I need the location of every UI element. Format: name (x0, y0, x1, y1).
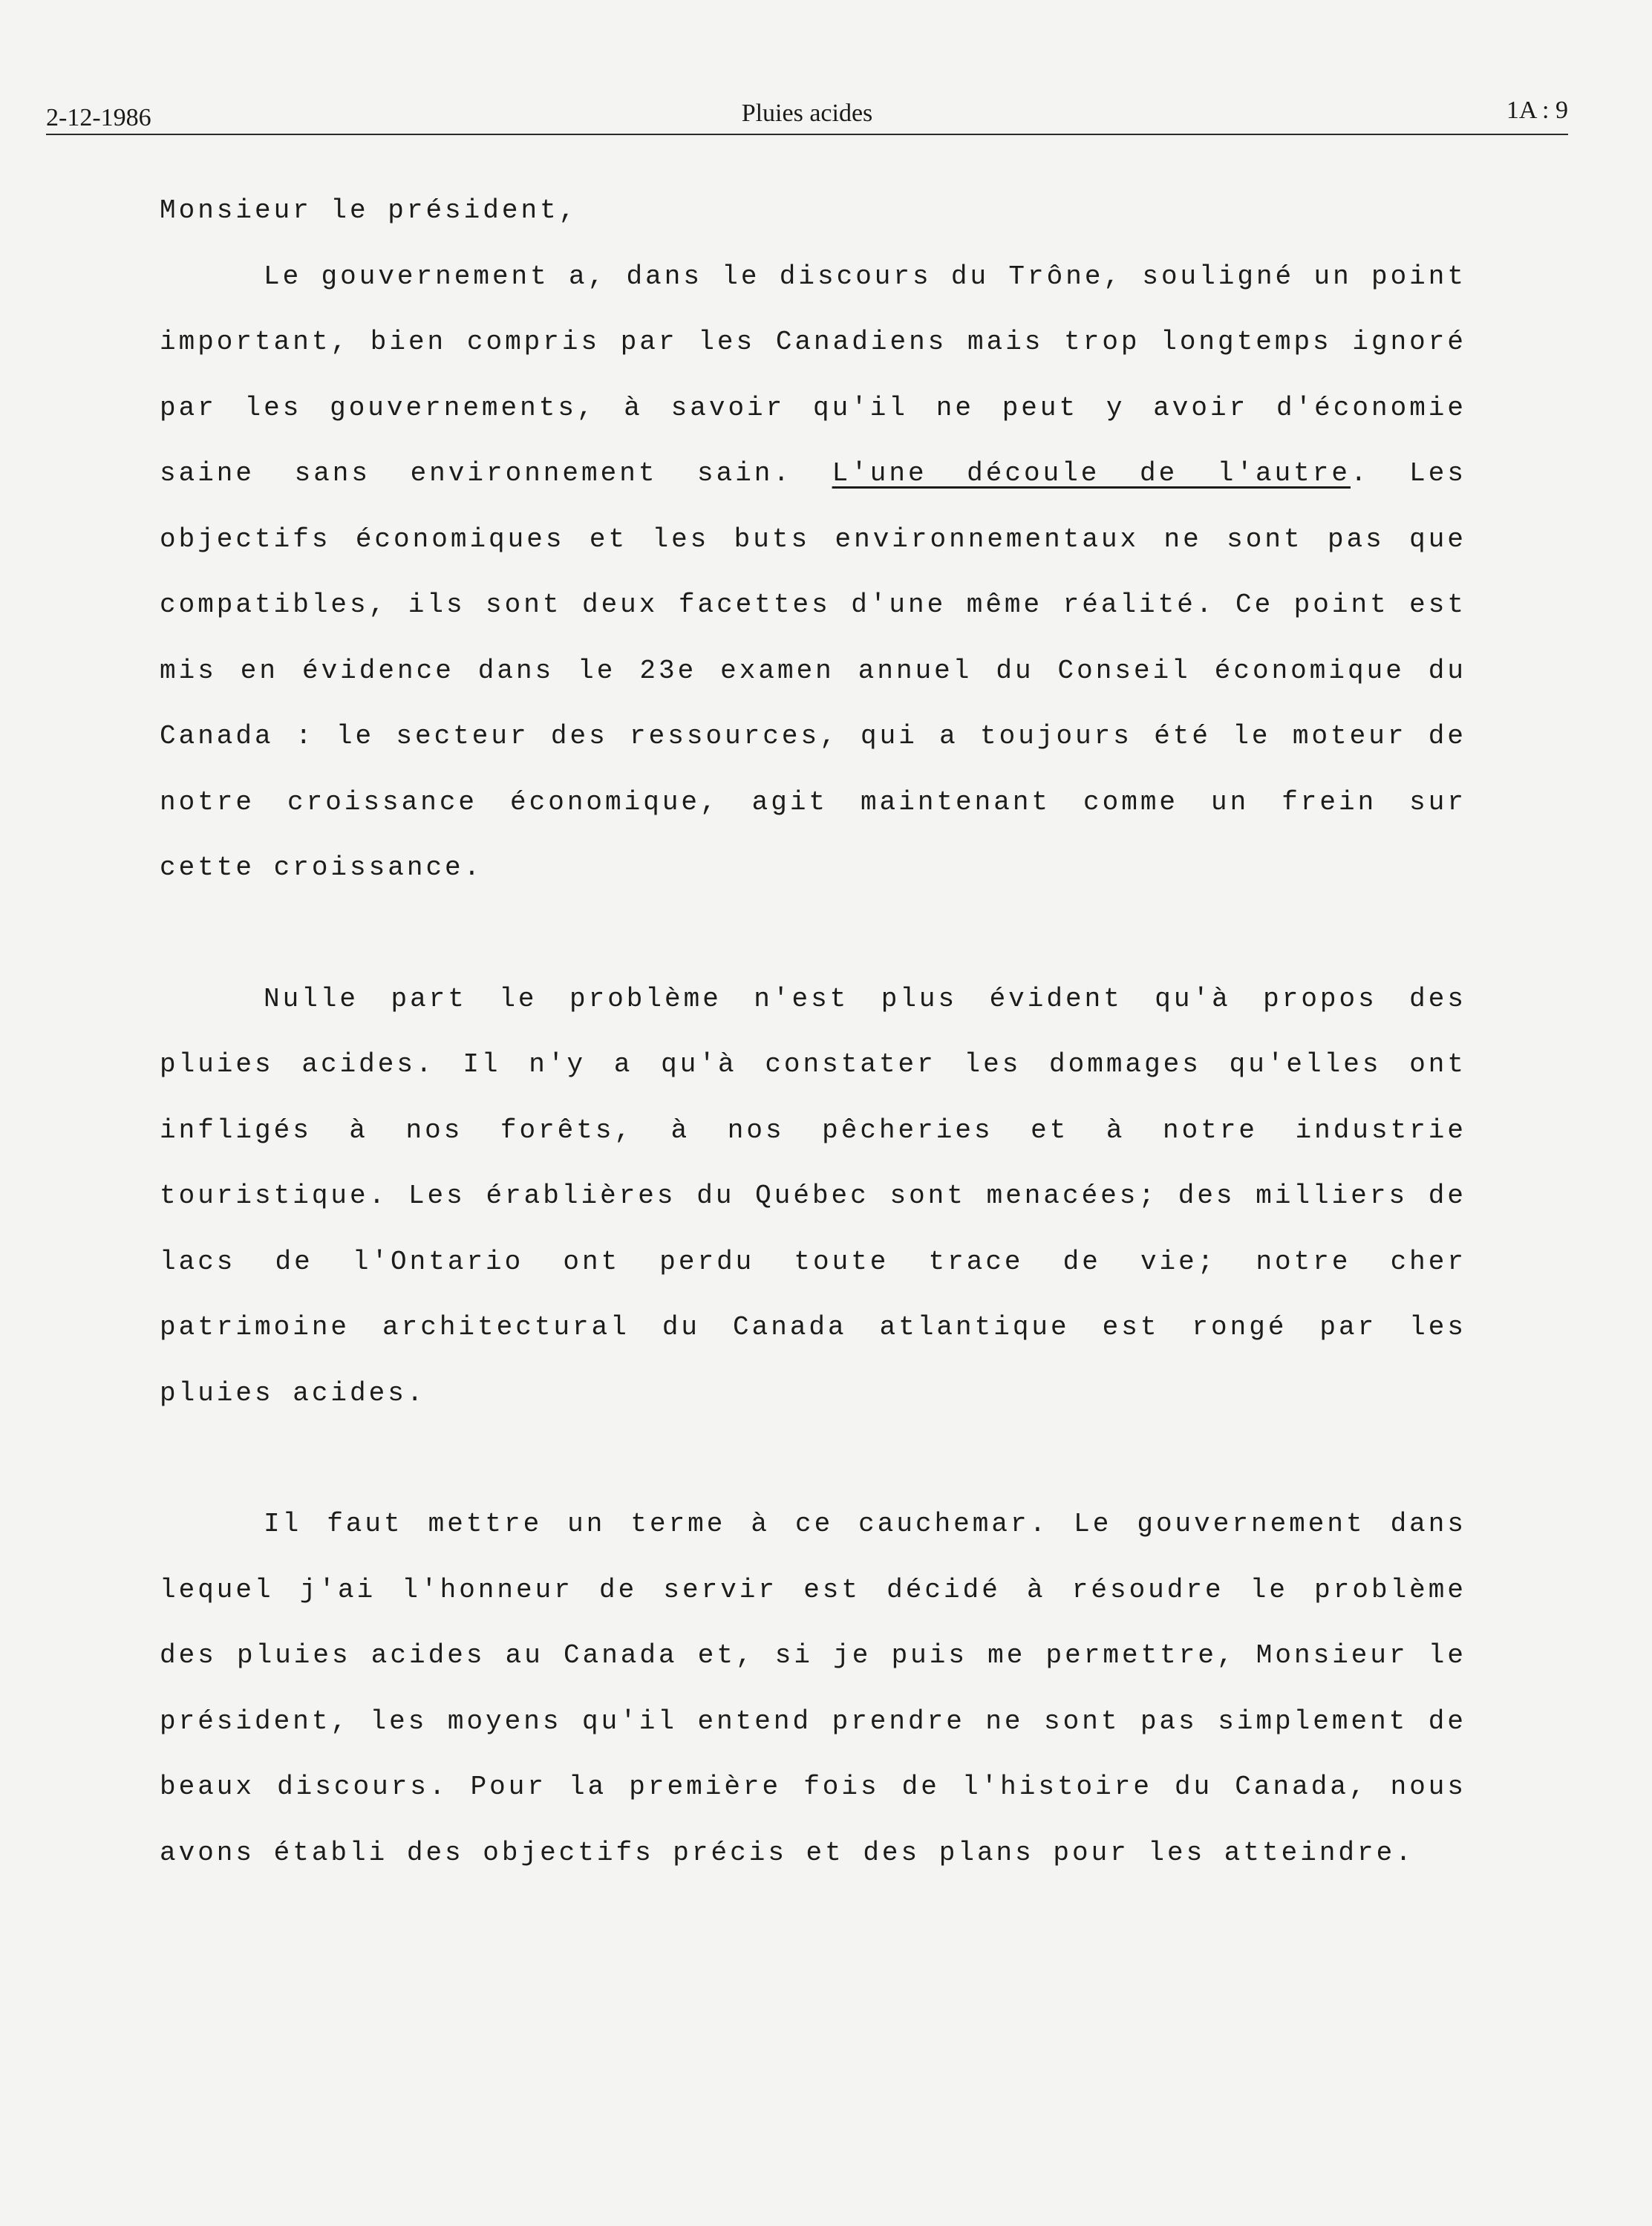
document-body (160, 178, 1466, 1886)
header-date: 2-12-1986 (46, 104, 151, 131)
paragraph-2: Nulle part le problème n'est plus évident qu'à propos des pluies acides. Il n'y a qu'à constater les dommages qu'elles ont infligés à nos forêts, à nos pêcheries et à notre industrie touristique. Les érablières du Québec sont menacées; des milliers de lacs de l'Ontario ont perdu toute trace de vie; notre cher patrimoine architectural du Canada atlantique est rongé par les pluies acides. (160, 983, 1466, 1409)
header-page-number: 1A : 9 (1506, 97, 1568, 124)
header-title: Pluies acides (741, 99, 873, 127)
page-header (46, 97, 1568, 135)
salutation: Monsieur le président, (160, 195, 578, 226)
paragraph-1-underlined-text: L'une découle de l'autre (832, 458, 1351, 489)
paragraph-1 (160, 244, 1466, 901)
paragraph-1-text-before: Le gouvernement a, dans le discours du Trône, souligné un point important, bien compris par les Canadiens mais trop longtemps ignoré par les gouvernements, à savoir qu'il ne peut y avoir d'économie saine sans environnement sain. (160, 261, 1466, 489)
paragraph-1-text-after: . Les objectifs économiques et les buts environnementaux ne sont pas que compatibles, ils sont deux facettes d'une même réalité. Ce point est mis en évidence dans le 23e examen annuel du Conseil économique du Canada : le secteur des ressources, qui a toujours été le moteur de notre croissance économique, agit maintenant comme un frein sur cette croissance. (160, 458, 1466, 883)
paragraph-3: Il faut mettre un terme à ce cauchemar. Le gouvernement dans lequel j'ai l'honneur de servir est décidé à résoudre le problème des pluies acides au Canada et, si je puis me permettre, Monsieur le président, les moyens qu'il entend prendre ne sont pas simplement de beaux discours. Pour la première fois de l'histoire du Canada, nous avons établi des objectifs précis et des plans pour les atteindre. (160, 1509, 1466, 1868)
